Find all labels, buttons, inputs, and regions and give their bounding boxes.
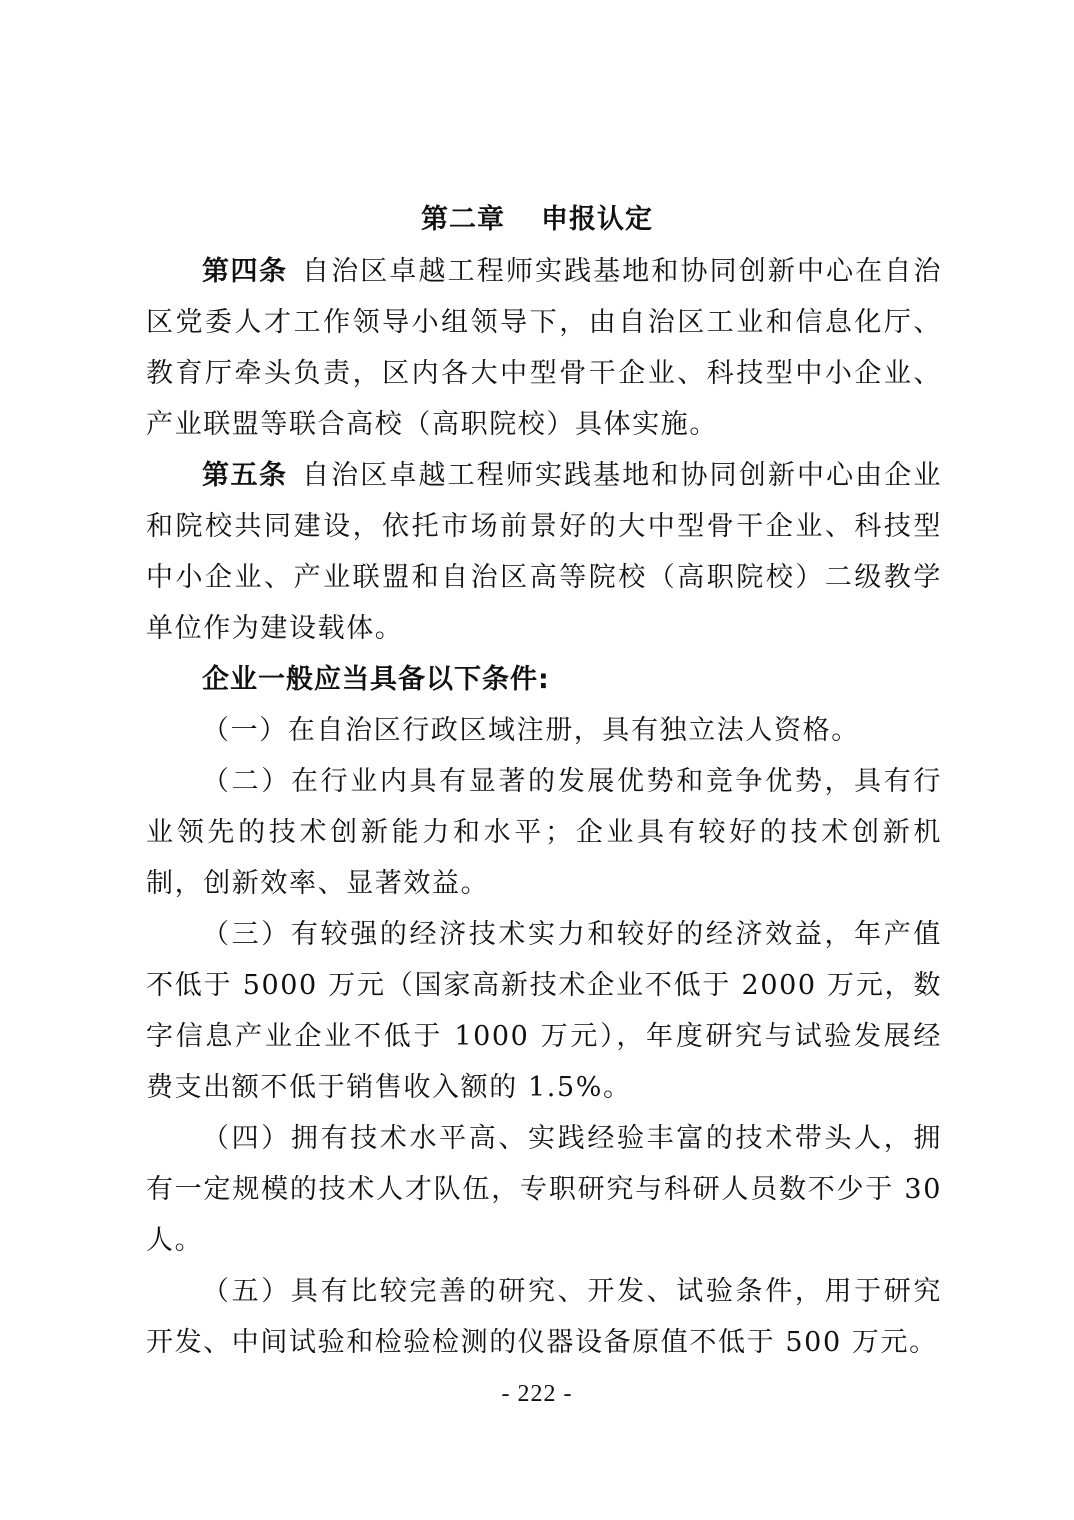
article-5-text: 自治区卓越工程师实践基地和协同创新中心由企业和院校共同建设，依托市场前景好的大中型骨干企业、科技型中小企业、产业联盟和自治区高等院校（高职院校）二级教学单位作为建设载体。 xyxy=(146,460,943,644)
chapter-title: 申报认定 xyxy=(541,204,653,235)
article-5 xyxy=(146,450,942,654)
condition-item-2: （二）在行业内具有显著的发展优势和竞争优势，具有行业领先的技术创新能力和水平；企业具有较好的技术创新机制，创新效率、显著效益。 xyxy=(146,766,942,899)
condition-item-5: （五）具有比较完善的研究、开发、试验条件，用于研究开发、中间试验和检验检测的仪器设备原值不低于 500 万元。 xyxy=(146,1276,942,1358)
condition-item-3: （三）有较强的经济技术实力和较好的经济效益，年产值不低于 5000 万元（国家高新技术企业不低于 2000 万元，数字信息产业企业不低于 1000 万元），年度研究与试验发展经费支出额不低于销售收入额的 1.5%。 xyxy=(146,919,942,1103)
article-4-label: 第四条 xyxy=(202,256,288,287)
conditions-heading: 企业一般应当具备以下条件: xyxy=(202,664,550,695)
condition-item-1: （一）在自治区行政区域注册，具有独立法人资格。 xyxy=(202,715,860,746)
document-body xyxy=(146,246,942,1368)
article-4 xyxy=(146,246,942,450)
article-5-label: 第五条 xyxy=(202,460,288,491)
page-number: - 222 - xyxy=(501,1381,573,1407)
condition-item-4: （四）拥有技术水平高、实践经验丰富的技术带头人，拥有一定规模的技术人才队伍，专职研究与科研人员数不少于 30 人。 xyxy=(146,1123,942,1256)
chapter-number: 第二章 xyxy=(421,204,505,235)
chapter-heading xyxy=(0,196,1074,244)
article-4-text: 自治区卓越工程师实践基地和协同创新中心在自治区党委人才工作领导小组领导下，由自治区工业和信息化厅、教育厅牵头负责，区内各大中型骨干企业、科技型中小企业、产业联盟等联合高校（高职院校）具体实施。 xyxy=(146,256,943,440)
